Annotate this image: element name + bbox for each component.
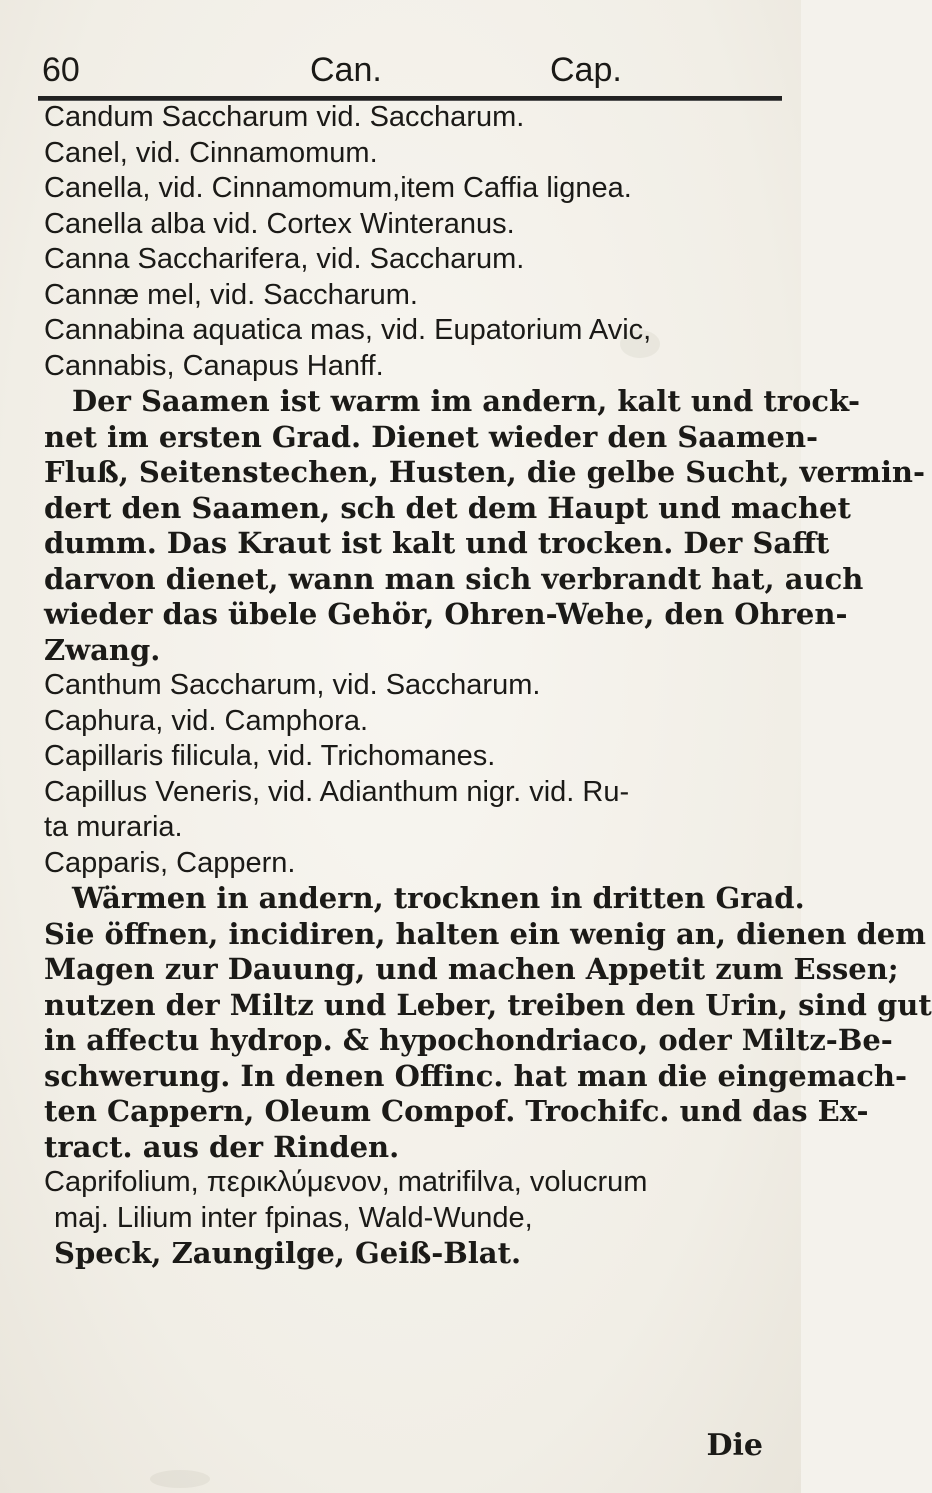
text-line: Capillus Veneris, vid. Adianthum nigr. vid. Ru- [44,775,630,808]
paper-stain [150,1470,210,1488]
text-line: Capillaris filicula, vid. Trichomanes. [44,740,496,772]
text-body [44,100,932,1272]
text-line: Canella alba vid. Cortex Winteranus. [44,207,515,240]
text-line: Fluß, Seitenstechen, Husten, die gelbe Sucht, vermin- [44,455,926,489]
text-line: Cannabis, Canapus Hanff. [44,349,384,382]
text-line: nutzen der Miltz und Leber, treiben den Urin, sind gut [44,987,932,1022]
text-line: wieder das übele Gehör, Ohren-Wehe, den Ohren- [44,597,848,631]
text-line: Cannæ mel, vid. Saccharum. [44,278,418,311]
text-line: Wärmen in andern, trocknen in dritten Grad. [72,881,805,915]
text-line: tract. aus der Rinden. [44,1129,400,1164]
text-line: schwerung. In denen Offinc. hat man die eingemach- [44,1058,908,1093]
page-number: 60 [42,51,80,89]
text-line: in affectu hydrop. & hypochondriaco, oder Miltz-Be- [44,1023,893,1057]
text-line: maj. Lilium inter fpinas, Wald-Wunde, [54,1201,533,1234]
text-line: Cannabina aquatica mas, vid. Eupatorium Avic, [44,314,652,346]
text-line: dert den Saamen, sch det dem Haupt und machet [44,490,851,525]
text-line: Caprifolium, περικλύμενον, matrifilva, volucrum [44,1166,648,1198]
text-line: Sie öffnen, incidiren, halten ein wenig an, dienen dem [44,916,926,951]
text-line: Candum Saccharum vid. Saccharum. [44,101,525,133]
running-head-left: Can. [310,51,382,89]
running-header [40,50,780,90]
text-line: Canel, vid. Cinnamomum. [44,136,378,169]
text-line: Zwang. [44,632,161,667]
catchword: Die [706,1428,763,1463]
text-line: net im ersten Grad. Dienet wieder den Saamen- [44,419,819,454]
text-line: Caphura, vid. Camphora. [44,704,368,737]
text-line: Canthum Saccharum, vid. Saccharum. [44,669,541,701]
text-line: darvon dienet, wann man sich verbrandt hat, auch [44,561,864,596]
text-line: ta muraria. [44,811,183,843]
text-line: ten Cappern, Oleum Compof. Trochifc. und das Ex- [44,1094,869,1128]
text-line: Der Saamen ist warm im andern, kalt und trock- [72,384,860,418]
text-line: Capparis, Cappern. [44,846,296,879]
text-line: Magen zur Dauung, und machen Appetit zum Essen; [44,952,899,986]
text-line: Speck, Zaungilge, Geiß-Blat. [54,1236,522,1270]
text-line: dumm. Das Kraut ist kalt und trocken. Der Safft [44,526,830,560]
running-head-right: Cap. [550,51,622,89]
text-line: Canella, vid. Cinnamomum,item Caffia lignea. [44,172,632,204]
text-line: Canna Saccharifera, vid. Saccharum. [44,243,525,275]
